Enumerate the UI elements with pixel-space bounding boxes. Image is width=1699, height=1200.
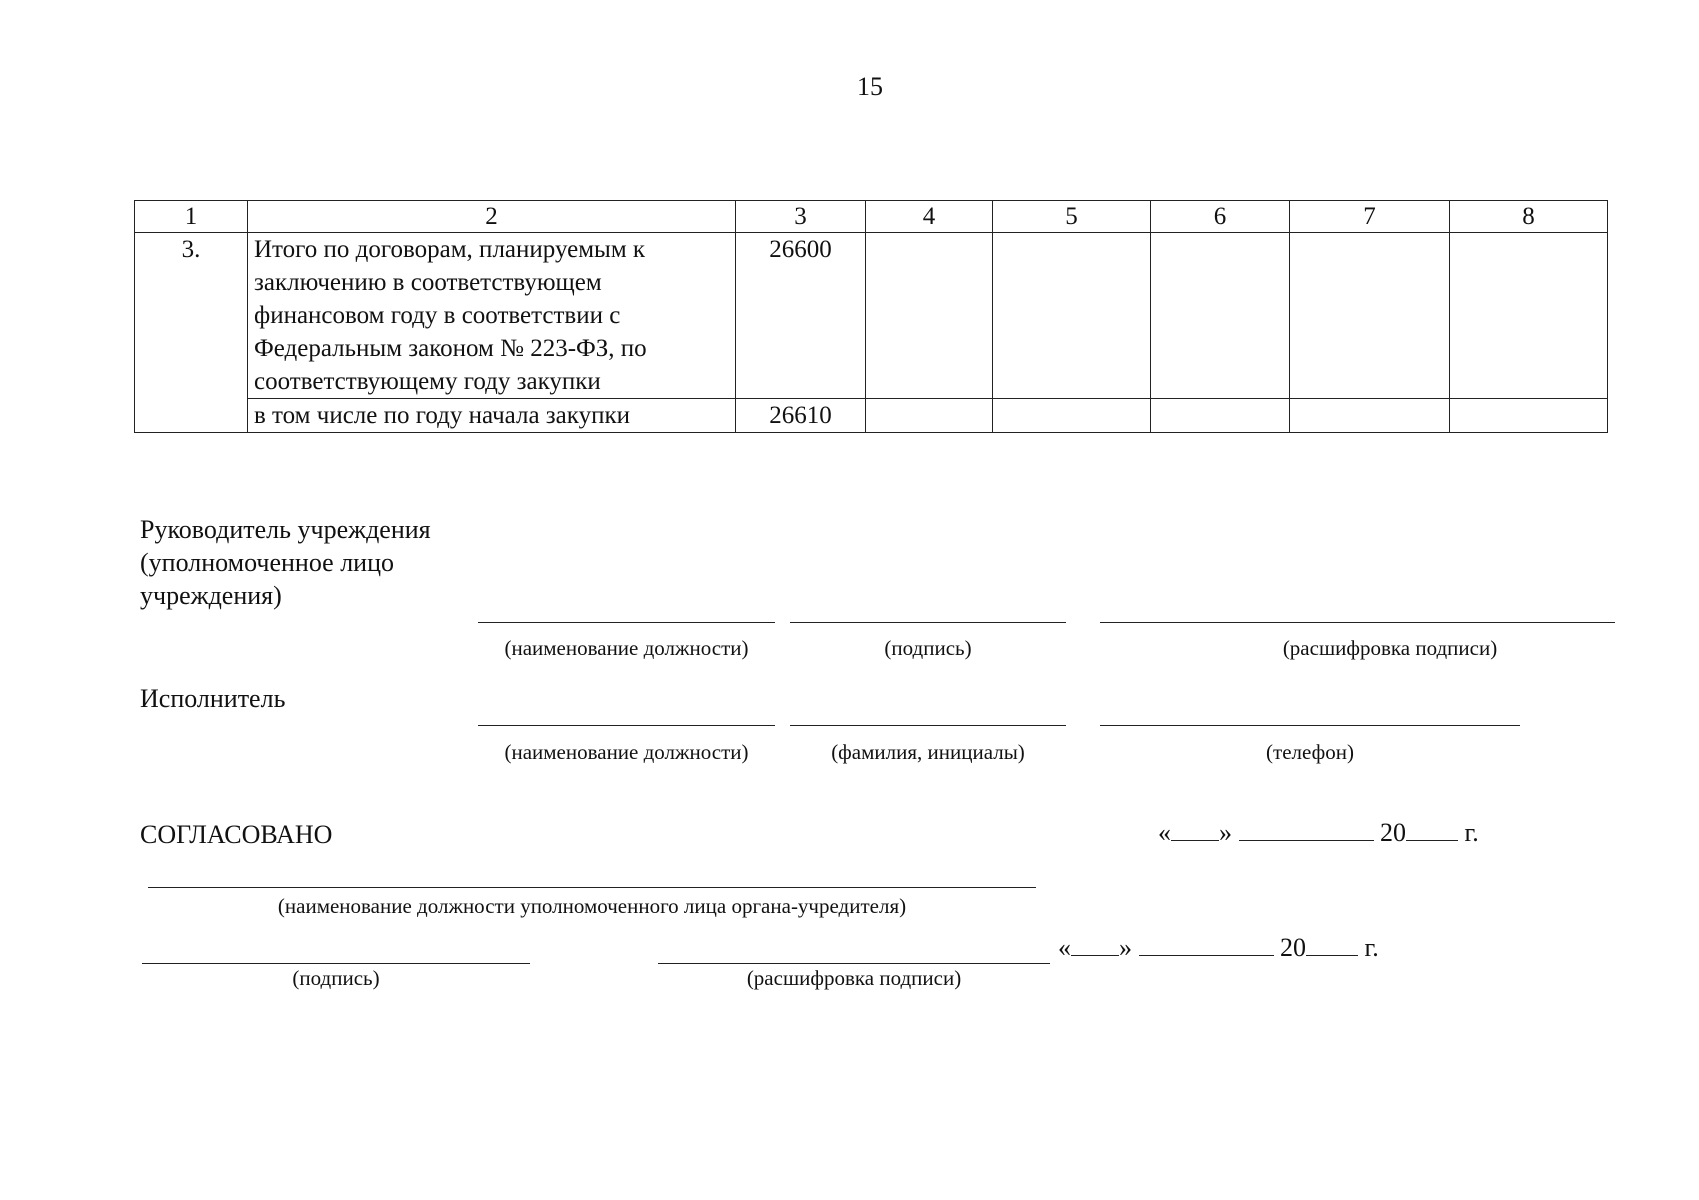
column-header: 4 [866, 201, 993, 233]
month-blank [1139, 935, 1274, 956]
page-number: 15 [857, 72, 883, 101]
column-header: 3 [736, 201, 866, 233]
agreed-date [1158, 818, 1479, 848]
day-blank [1171, 820, 1219, 841]
founder-signature-line [142, 963, 530, 964]
column-header: 6 [1151, 201, 1290, 233]
agreed-label: СОГЛАСОВАНО [140, 820, 333, 849]
row-code: 26610 [736, 399, 866, 433]
empty-cell [1290, 233, 1450, 399]
row-name-line: заключению в соответствующем [254, 269, 602, 296]
date-close-quote: » [1119, 933, 1132, 962]
empty-cell [1450, 233, 1608, 399]
empty-cell [993, 399, 1151, 433]
signature-caption: (подпись) [884, 636, 972, 660]
empty-cell [1450, 399, 1608, 433]
founder-position-line [148, 887, 1036, 888]
year-suffix: г. [1364, 933, 1379, 962]
founder-date [1058, 933, 1379, 963]
executor-position-caption: (наименование должности) [504, 740, 749, 764]
column-header: 1 [135, 201, 248, 233]
head-label-line: Руководитель учреждения [140, 515, 431, 544]
executor-phone-caption: (телефон) [1266, 740, 1354, 764]
row-name [248, 233, 736, 399]
head-label-line: (уполномоченное лицо [140, 548, 395, 577]
row-code: 26600 [736, 233, 866, 399]
row-name-line: Федеральным законом № 223-ФЗ, по [254, 335, 647, 362]
empty-cell [1151, 399, 1290, 433]
row-number: 3. [135, 233, 248, 433]
row-name: в том числе по году начала закупки [248, 399, 736, 433]
founder-decoding-line [658, 963, 1050, 964]
month-blank [1239, 820, 1374, 841]
empty-cell [993, 233, 1151, 399]
year-blank [1306, 935, 1358, 956]
founder-signature-caption: (подпись) [292, 966, 380, 990]
signature-decoding-line [1100, 622, 1615, 623]
date-close-quote: » [1219, 818, 1232, 847]
executor-position-line [478, 725, 775, 726]
executor-name-caption: (фамилия, инициалы) [831, 740, 1025, 764]
year-prefix: 20 [1280, 933, 1306, 962]
year-blank [1406, 820, 1458, 841]
executor-phone-line [1100, 725, 1520, 726]
date-open-quote: « [1158, 818, 1171, 847]
signature-line [790, 622, 1066, 623]
empty-cell [1290, 399, 1450, 433]
column-header: 8 [1450, 201, 1608, 233]
column-header: 5 [993, 201, 1151, 233]
year-suffix: г. [1464, 818, 1479, 847]
executor-name-line [790, 725, 1066, 726]
year-prefix: 20 [1380, 818, 1406, 847]
row-name-line: Итого по договорам, планируемым к [254, 236, 646, 263]
column-header: 7 [1290, 201, 1450, 233]
executor-label: Исполнитель [140, 684, 286, 713]
row-name-line: финансовом году в соответствии с [254, 302, 621, 329]
table-row [135, 233, 1608, 399]
empty-cell [866, 233, 993, 399]
day-blank [1071, 935, 1119, 956]
head-label [140, 513, 431, 612]
empty-cell [866, 399, 993, 433]
founder-position-caption: (наименование должности уполномоченного лица органа-учредителя) [277, 894, 907, 918]
empty-cell [1151, 233, 1290, 399]
founder-decoding-caption: (расшифровка подписи) [746, 966, 962, 990]
column-header: 2 [248, 201, 736, 233]
signature-decoding-caption: (расшифровка подписи) [1282, 636, 1498, 660]
summary-table [134, 200, 1608, 433]
row-name-line: соответствующему году закупки [254, 368, 601, 395]
position-line [478, 622, 775, 623]
position-caption: (наименование должности) [504, 636, 749, 660]
date-open-quote: « [1058, 933, 1071, 962]
table-row [135, 399, 1608, 433]
table-header-row [135, 201, 1608, 233]
head-label-line: учреждения) [140, 581, 282, 610]
